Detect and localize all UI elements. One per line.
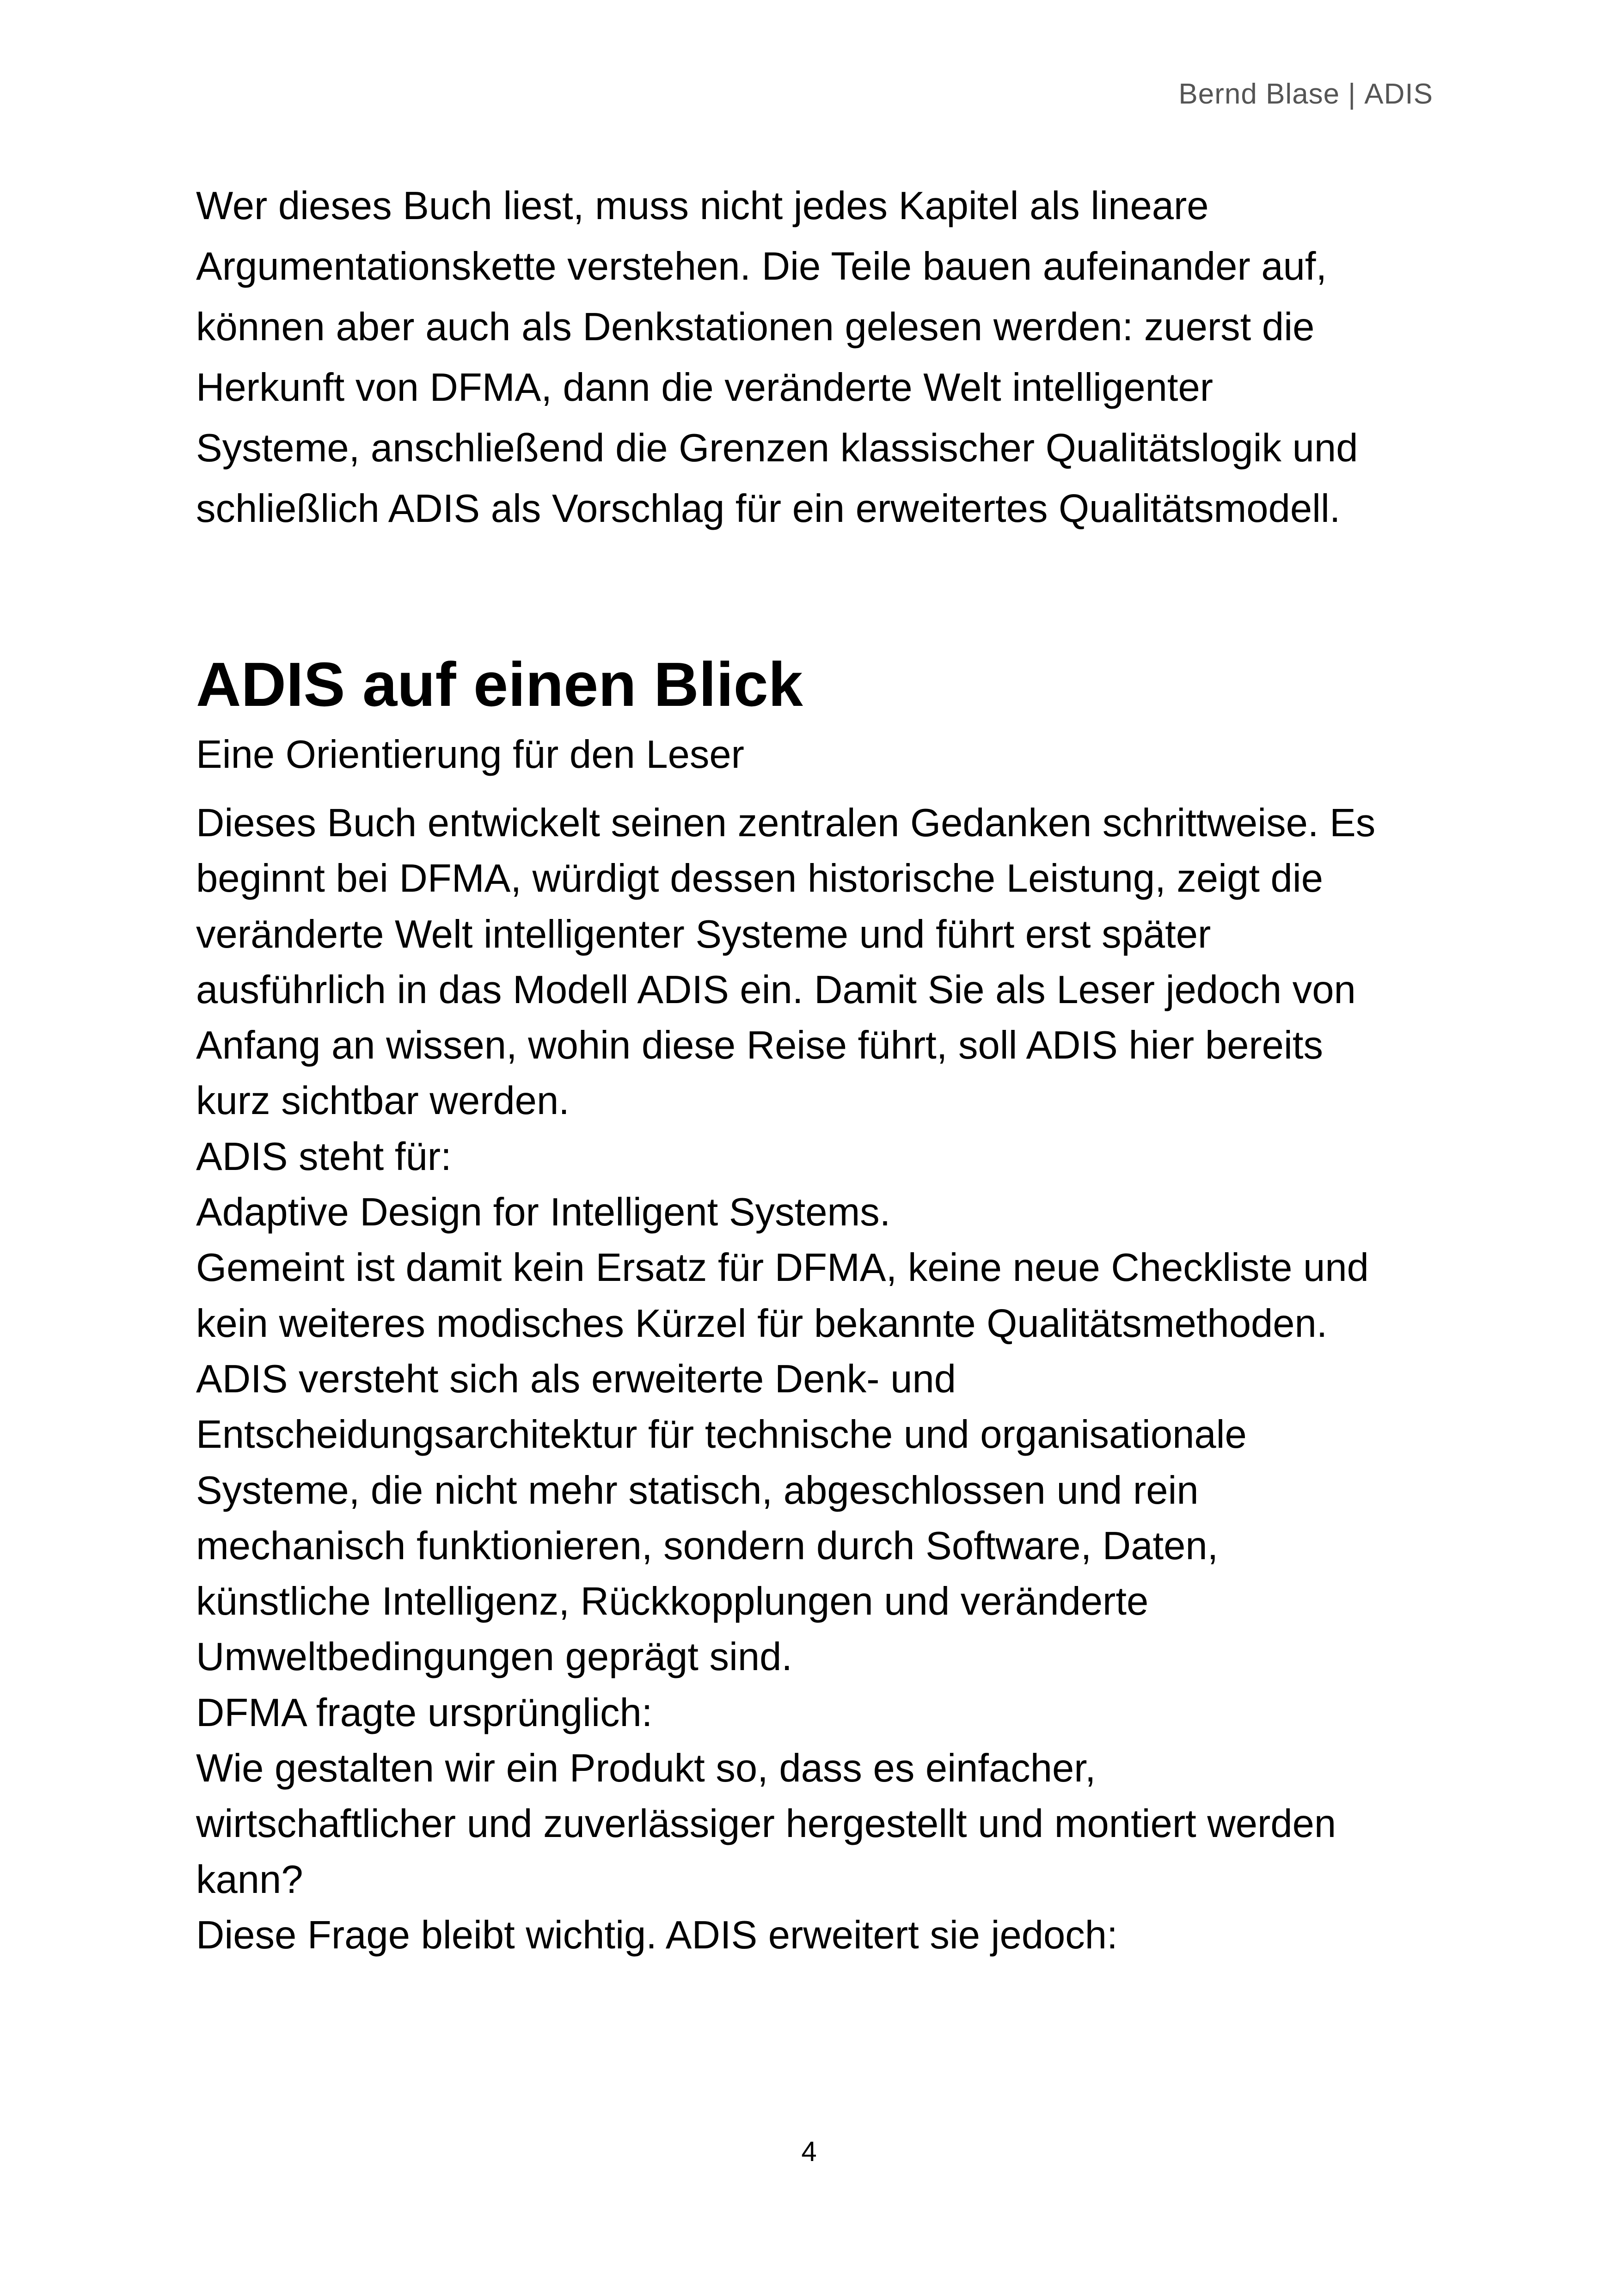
intro-paragraph — [196, 176, 1472, 539]
body-line: kein weiteres modisches Kürzel für bekannte Qualitätsmethoden. — [196, 1301, 1328, 1346]
body-line: Umweltbedingungen geprägt sind. — [196, 1635, 793, 1679]
body-line: Wie gestalten wir ein Produkt so, dass es einfacher, — [196, 1746, 1096, 1791]
body-line: ausführlich in das Modell ADIS ein. Damit Sie als Leser jedoch von — [196, 967, 1356, 1012]
intro-line: können aber auch als Denkstationen gelesen werden: zuerst die — [196, 305, 1315, 349]
body-line: kann? — [196, 1857, 303, 1902]
body-line: Systeme, die nicht mehr statisch, abgeschlossen und rein — [196, 1468, 1199, 1512]
body-line: Gemeint ist damit kein Ersatz für DFMA, keine neue Checkliste und — [196, 1246, 1369, 1290]
body-line: Dieses Buch entwickelt seinen zentralen Gedanken schrittweise. Es — [196, 801, 1376, 845]
intro-line: Argumentationskette verstehen. Die Teile bauen aufeinander auf, — [196, 245, 1327, 288]
body-line: DFMA fragte ursprünglich: — [196, 1690, 653, 1735]
body-line: wirtschaftlicher und zuverlässiger hergestellt und montiert werden — [196, 1802, 1336, 1846]
body-line: kurz sichtbar werden. — [196, 1079, 570, 1123]
body-line: mechanisch funktionieren, sondern durch Software, Daten, — [196, 1524, 1219, 1568]
intro-line: Herkunft von DFMA, dann die veränderte Welt intelligenter — [196, 366, 1214, 410]
header-separator: | — [1348, 78, 1356, 110]
body-line: ADIS versteht sich als erweiterte Denk- und — [196, 1357, 956, 1401]
body-line: beginnt bei DFMA, würdigt dessen historische Leistung, zeigt die — [196, 857, 1323, 901]
body-line: Diese Frage bleibt wichtig. ADIS erweitert sie jedoch: — [196, 1913, 1118, 1957]
intro-line: Systeme, anschließend die Grenzen klassischer Qualitätslogik und — [196, 426, 1358, 470]
body-line: ADIS steht für: — [196, 1134, 452, 1179]
running-header — [1178, 78, 1433, 110]
header-author: Bernd Blase — [1178, 78, 1340, 110]
body-line: Anfang an wissen, wohin diese Reise führt, soll ADIS hier bereits — [196, 1023, 1323, 1068]
body-line: Adaptive Design for Intelligent Systems. — [196, 1190, 891, 1235]
body-text — [196, 796, 1472, 1963]
section-subheading: Eine Orientierung für den Leser — [196, 733, 744, 777]
header-title: ADIS — [1364, 78, 1433, 110]
intro-line: Wer dieses Buch liest, muss nicht jedes Kapitel als lineare — [196, 184, 1209, 228]
body-line: Entscheidungsarchitektur für technische und organisationale — [196, 1413, 1247, 1457]
page-number: 4 — [801, 2136, 817, 2167]
intro-line: schließlich ADIS als Vorschlag für ein erweitertes Qualitätsmodell. — [196, 487, 1341, 531]
section-heading: ADIS auf einen Blick — [196, 649, 803, 719]
page-content — [196, 176, 1472, 1963]
body-line: veränderte Welt intelligenter Systeme und führt erst später — [196, 912, 1211, 956]
body-line: künstliche Intelligenz, Rückkopplungen und veränderte — [196, 1580, 1149, 1624]
